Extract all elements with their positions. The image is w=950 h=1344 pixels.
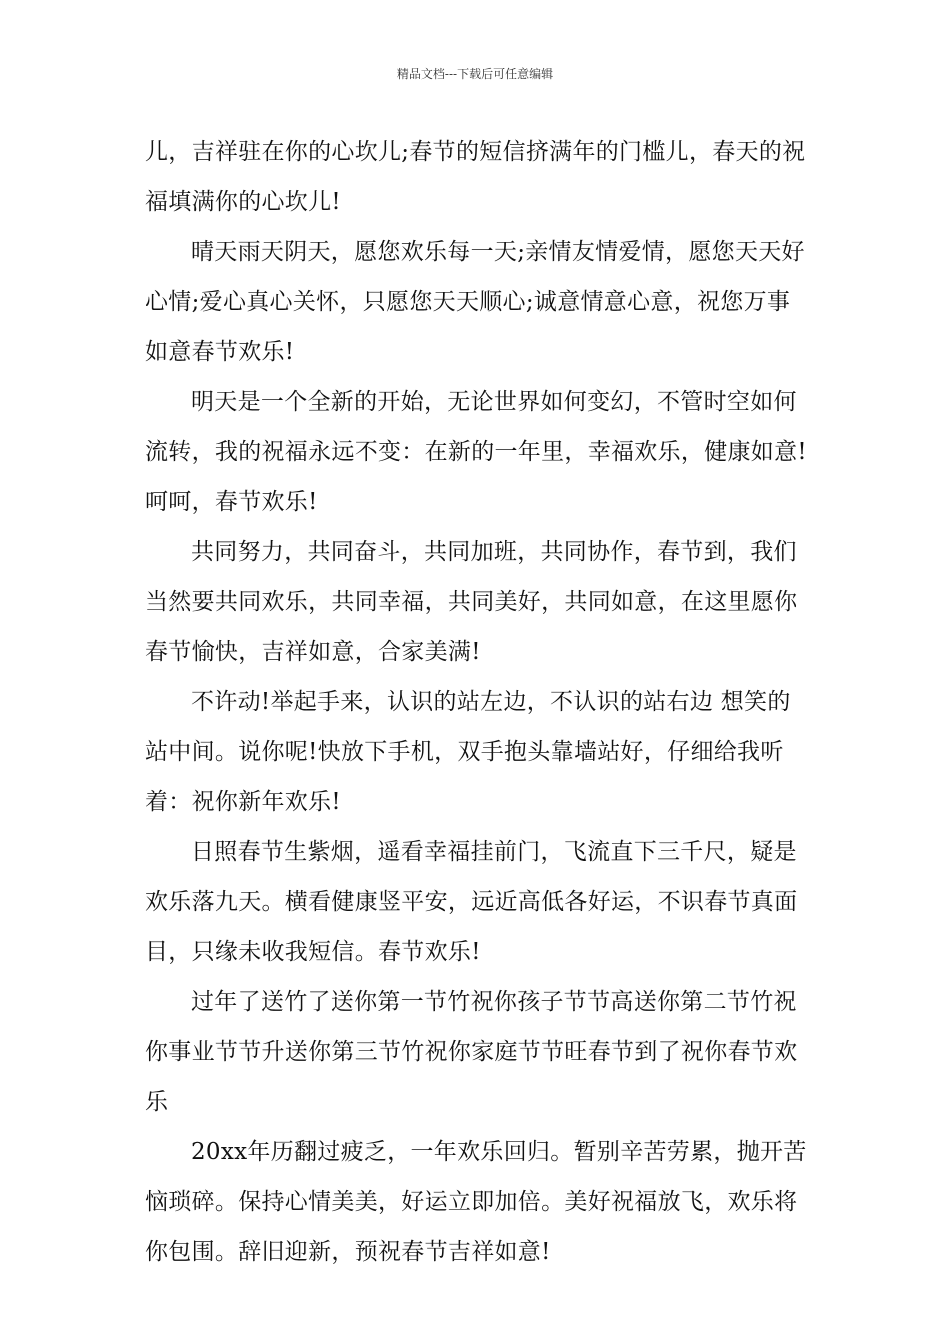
paragraph: 日照春节生紫烟，遥看幸福挂前门，飞流直下三千尺，疑是欢乐落九天。横看健康竖平安，远近高低各好运，不识春节真面目，只缘未收我短信。春节欢乐!	[145, 839, 798, 965]
paragraph: 明天是一个全新的开始，无论世界如何变幻，不管时空如何流转，我的祝福永远不变：在新的一年里，幸福欢乐，健康如意!呵呵，春节欢乐!	[145, 389, 807, 515]
paragraph: 不许动!举起手来，认识的站左边，不认识的站右边 想笑的站中间。说你呢!快放下手机，双手抱头靠墙站好，仔细给我听着：祝你新年欢乐!	[145, 689, 791, 815]
paragraph: 过年了送竹了送你第一节竹祝你孩子节节高送你第二节竹祝你事业节节升送你第三节竹祝你家庭节节旺春节到了祝你春节欢乐	[145, 989, 798, 1115]
paragraph: 共同努力，共同奋斗，共同加班，共同协作，春节到，我们当然要共同欢乐，共同幸福，共同美好，共同如意，在这里愿你春节愉快，吉祥如意，合家美满!	[145, 539, 798, 665]
paragraph-continuation: 儿，吉祥驻在你的心坎儿;春节的短信挤满年的门槛儿，春天的祝福填满你的心坎儿!	[145, 139, 806, 215]
page-header: 精品文档---下载后可任意编辑	[396, 67, 554, 81]
document-body	[145, 127, 811, 1277]
paragraph: 20xx年历翻过疲乏，一年欢乐回归。暂别辛苦劳累，抛开苦恼琐碎。保持心情美美，好运立即加倍。美好祝福放飞，欢乐将你包围。辞旧迎新，预祝春节吉祥如意!	[145, 1139, 807, 1265]
paragraph: 晴天雨天阴天，愿您欢乐每一天;亲情友情爱情，愿您天天好心情;爱心真心关怀，只愿您天天顺心;诚意情意心意，祝您万事如意春节欢乐!	[145, 239, 805, 365]
